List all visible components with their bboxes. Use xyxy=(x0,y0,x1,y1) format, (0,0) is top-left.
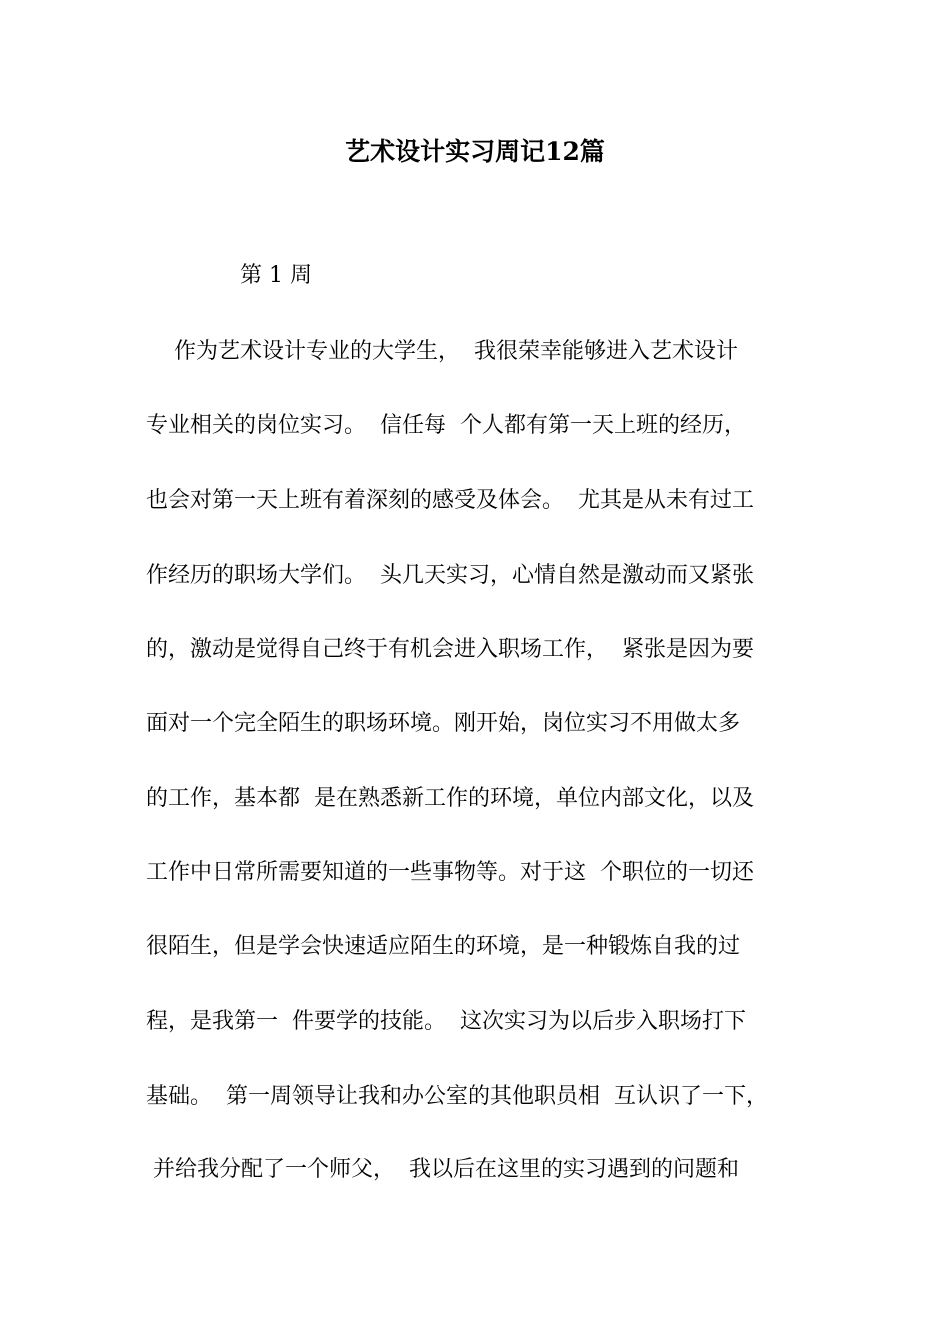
paragraph-line: 也会对第一天上班有着深刻的感受及体会。 尤其是从未有过工 xyxy=(146,488,754,513)
paragraph-line: 作为艺术设计专业的大学生， 我很荣幸能够进入艺术设计 xyxy=(146,339,738,364)
paragraph-line: 很陌生，但是学会快速适应陌生的环境，是一种锻炼自我的过 xyxy=(146,934,741,959)
paragraph-line: 并给我分配了一个师父， 我以后在这里的实习遇到的问题和 xyxy=(146,1157,739,1182)
paragraph-line: 的，激动是觉得自己终于有机会进入职场工作， 紧张是因为要 xyxy=(146,637,754,662)
paragraph-line: 的工作，基本都 是在熟悉新工作的环境，单位内部文化，以及 xyxy=(146,786,754,811)
paragraph-line: 面对一个完全陌生的职场环境。刚开始，岗位实习不用做太多 xyxy=(146,711,741,736)
week-heading: 第 1 周 xyxy=(240,263,312,288)
document-title: 艺术设计实习周记12篇 xyxy=(345,137,605,166)
paragraph-line: 基础。 第一周领导让我和办公室的其他职员相 互认识了一下， xyxy=(146,1084,768,1109)
paragraph-line: 专业相关的岗位实习。 信任每 个人都有第一天上班的经历， xyxy=(146,413,746,438)
paragraph-line: 工作中日常所需要知道的一些事物等。对于这 个职位的一切还 xyxy=(146,860,754,885)
paragraph-line: 程，是我第一 件要学的技能。 这次实习为以后步入职场打下 xyxy=(146,1009,746,1034)
paragraph-line: 作经历的职场大学们。 头几天实习，心情自然是激动而又紧张 xyxy=(146,563,754,588)
